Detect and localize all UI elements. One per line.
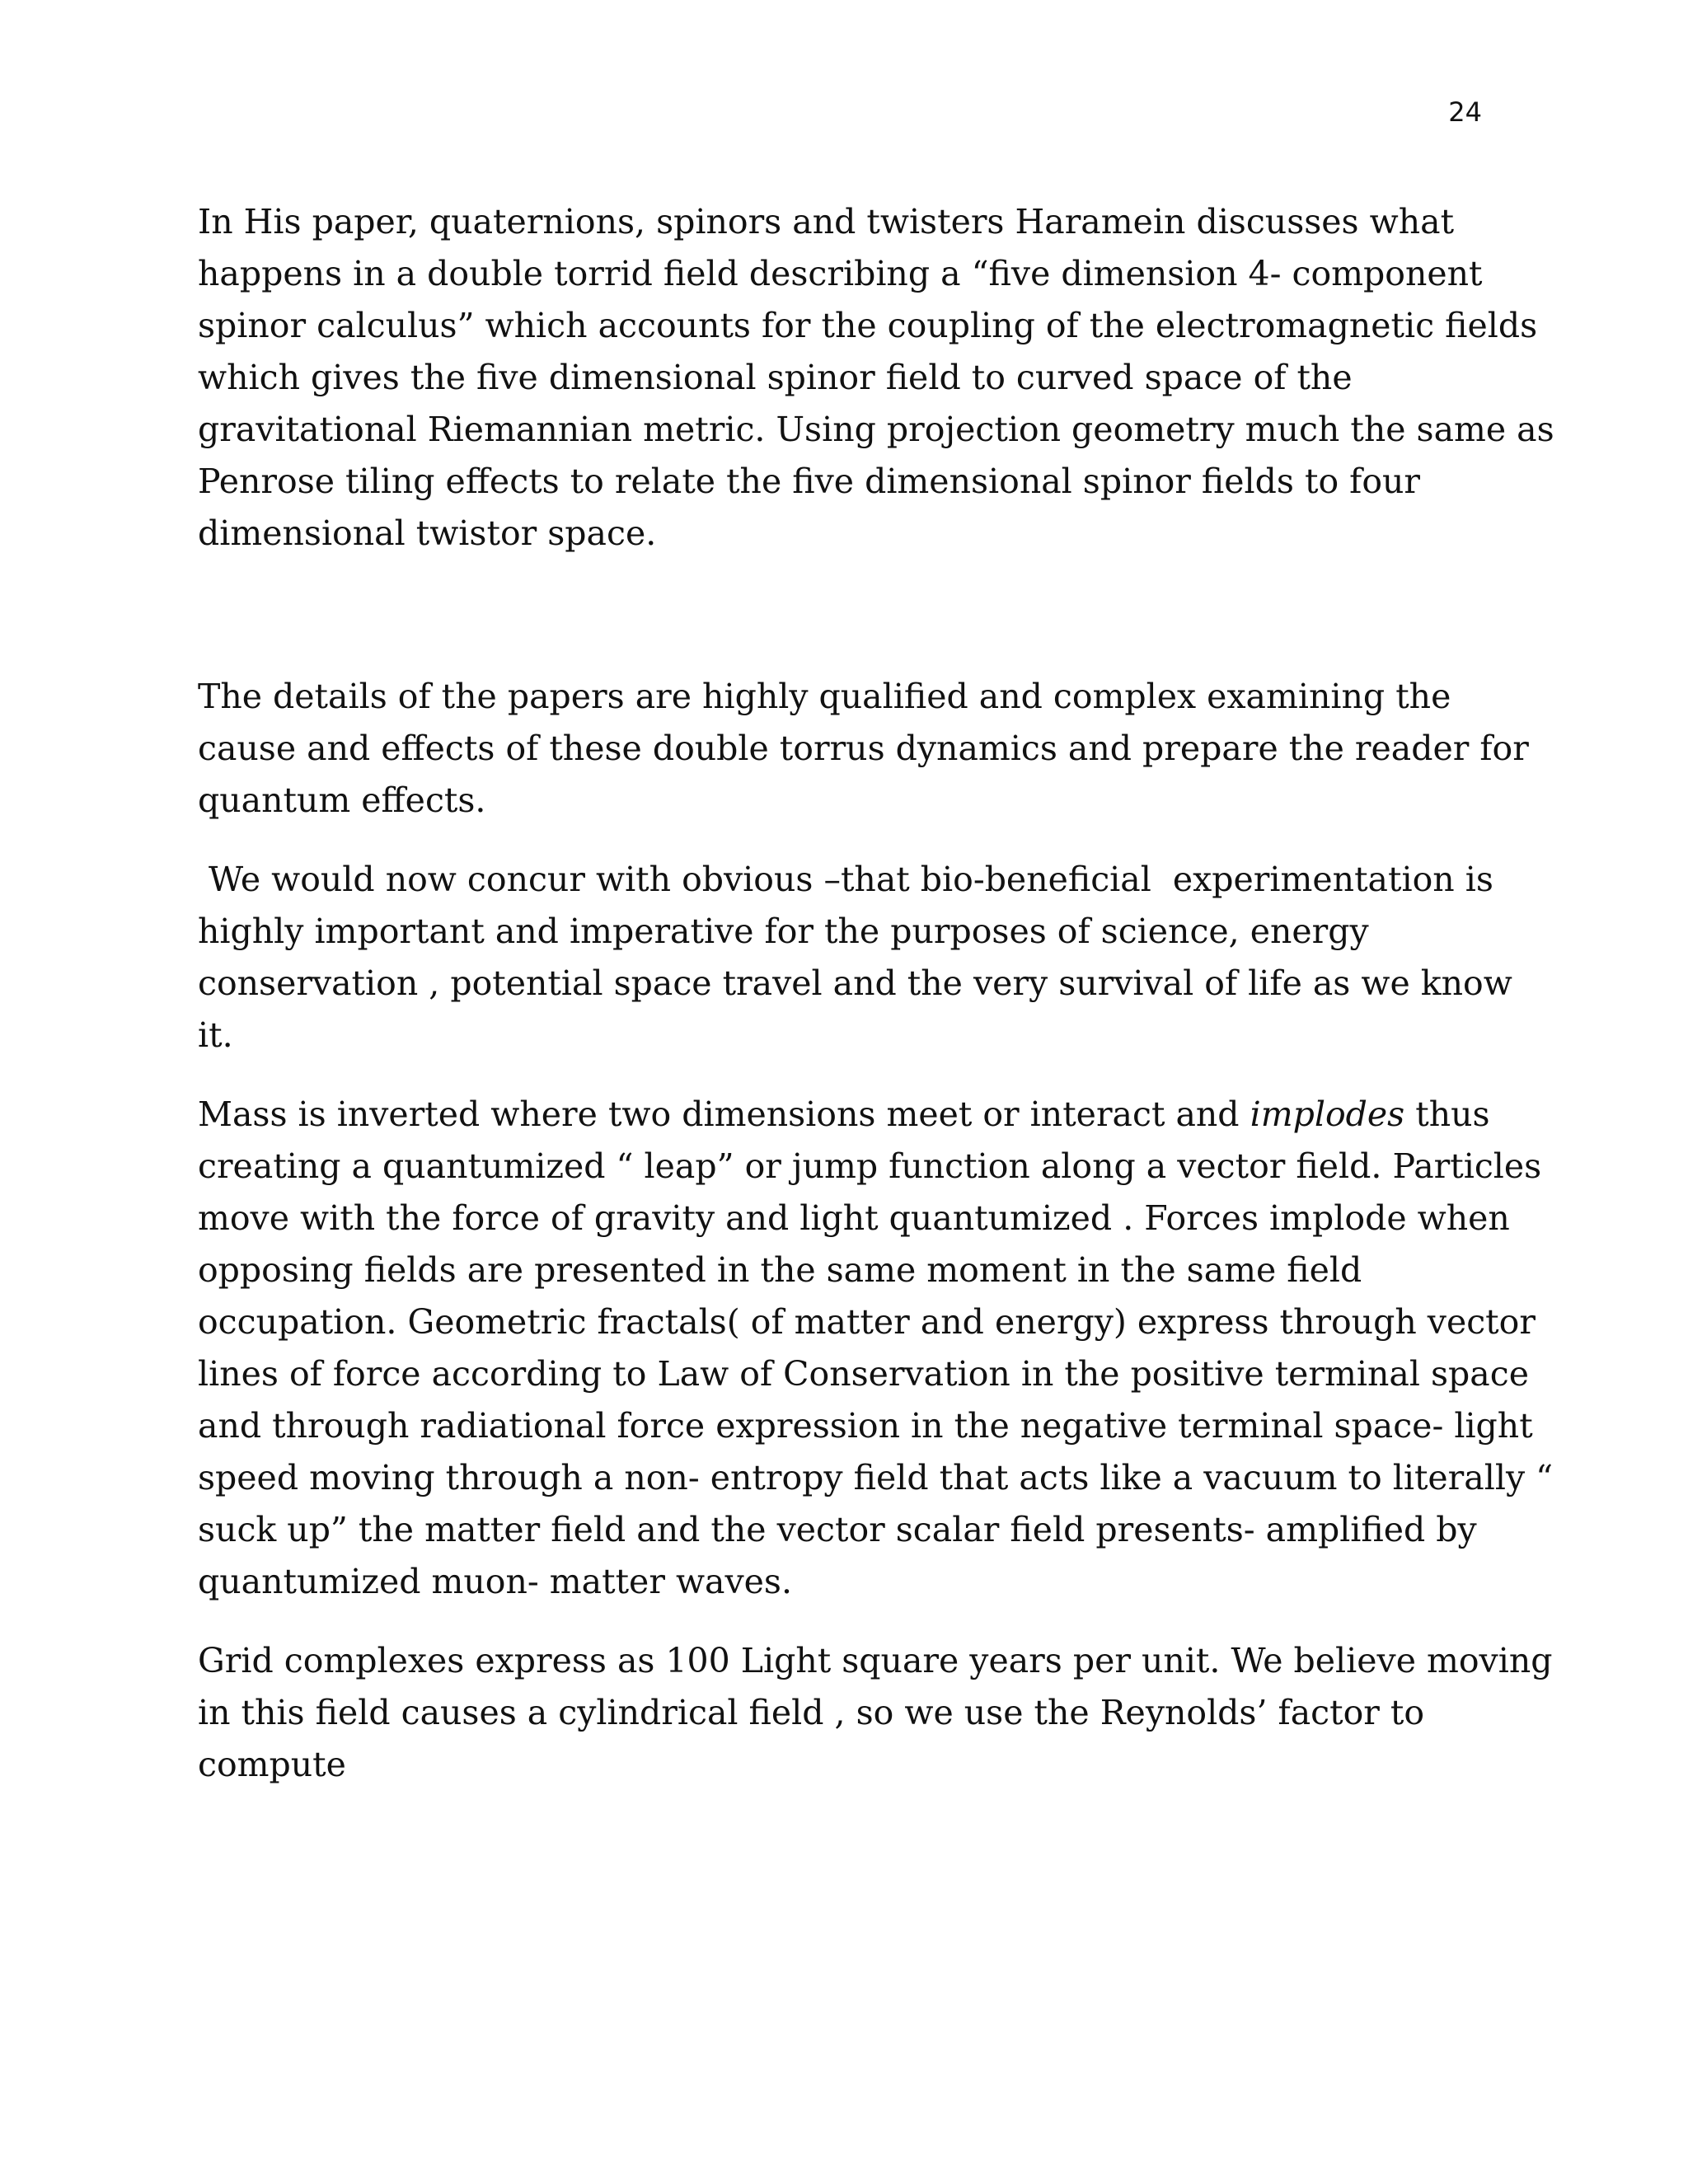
paragraph-line: The details of the papers are highly qualified and complex examining the bbox=[198, 677, 1451, 716]
paragraph-line: move with the force of gravity and light quantumized . Forces implode when bbox=[198, 1198, 1510, 1238]
paragraph-line: In His paper, quaternions, spinors and twisters Haramein discusses what bbox=[198, 202, 1455, 241]
paragraph-line: happens in a double torrid field describing a “five dimension 4- component bbox=[198, 254, 1483, 293]
paragraph-line: and through radiational force expression in the negative terminal space- light bbox=[198, 1406, 1533, 1446]
page-body bbox=[198, 196, 1554, 1791]
paragraph-haramein-paper bbox=[198, 196, 1554, 560]
paragraph-line: cause and effects of these double torrus dynamics and prepare the reader for bbox=[198, 729, 1529, 768]
paragraph-spacer bbox=[198, 1608, 1500, 1635]
paragraph-bio-beneficial bbox=[198, 854, 1512, 1062]
paragraph-line: speed moving through a non- entropy field that acts like a vacuum to literally “ bbox=[198, 1458, 1554, 1497]
paragraph-line: spinor calculus” which accounts for the coupling of the electromagnetic fields bbox=[198, 306, 1538, 345]
text-segment: Mass is inverted where two dimensions meet or interact and bbox=[198, 1094, 1250, 1134]
paragraph-line: We would now concur with obvious –that bio-beneficial experimentation is bbox=[198, 860, 1493, 899]
paragraph-line: it. bbox=[198, 1015, 233, 1055]
paragraph-line: conservation , potential space travel and the very survival of life as we know bbox=[198, 963, 1512, 1003]
paragraph-line bbox=[198, 1089, 1500, 1141]
paragraph-grid-complexes bbox=[198, 1635, 1553, 1791]
paragraph-paper-details bbox=[198, 671, 1529, 827]
paragraph-line: highly important and imperative for the purposes of science, energy bbox=[198, 912, 1369, 951]
paragraph-line: creating a quantumized “ leap” or jump function along a vector field. Particles bbox=[198, 1146, 1542, 1186]
paragraph-line: Grid complexes express as 100 Light square years per unit. We believe moving bbox=[198, 1641, 1553, 1680]
italic-emphasis: implodes bbox=[1250, 1094, 1405, 1134]
text-segment: thus bbox=[1404, 1094, 1490, 1134]
paragraph-line: opposing fields are presented in the same moment in the same field bbox=[198, 1250, 1362, 1290]
paragraph-spacer bbox=[198, 1062, 1500, 1089]
paragraph-line: compute bbox=[198, 1745, 346, 1784]
paragraph-line: quantumized muon- matter waves. bbox=[198, 1562, 792, 1601]
page-number: 24 bbox=[1448, 96, 1482, 128]
paragraph-line: which gives the five dimensional spinor field to curved space of the bbox=[198, 358, 1353, 397]
paragraph-line: suck up” the matter field and the vector scalar field presents- amplified by bbox=[198, 1510, 1477, 1549]
paragraph-line: Penrose tiling effects to relate the five dimensional spinor fields to four bbox=[198, 462, 1421, 501]
paragraph-line: in this field causes a cylindrical field , so we use the Reynolds’ factor to bbox=[198, 1693, 1425, 1732]
paragraph-line: occupation. Geometric fractals( of matter and energy) express through vector bbox=[198, 1302, 1536, 1342]
paragraph-line: gravitational Riemannian metric. Using projection geometry much the same as bbox=[198, 410, 1554, 449]
paragraph-line: dimensional twistor space. bbox=[198, 513, 657, 553]
paragraph-spacer bbox=[198, 560, 1500, 671]
paragraph-line: lines of force according to Law of Conservation in the positive terminal space bbox=[198, 1354, 1529, 1394]
paragraph-spacer bbox=[198, 827, 1500, 854]
paragraph-mass-inverted bbox=[198, 1089, 1554, 1608]
paragraph-line: quantum effects. bbox=[198, 780, 486, 820]
